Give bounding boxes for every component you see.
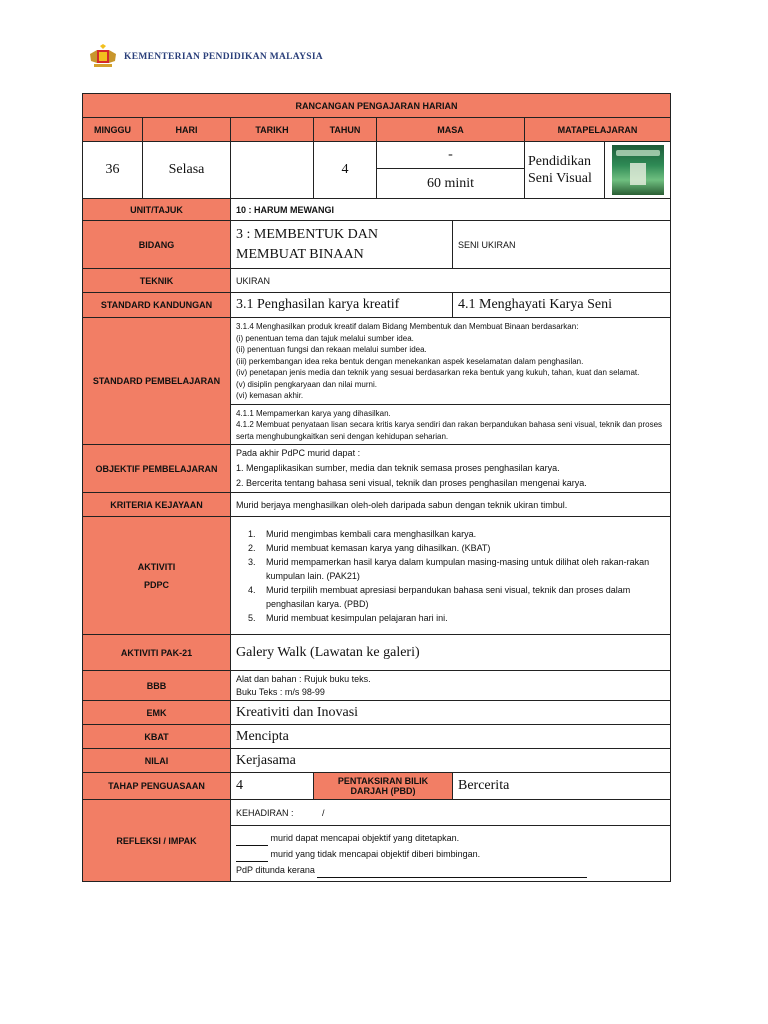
col-matapelajaran: MATAPELAJARAN: [525, 118, 671, 142]
label-sp: STANDARD PEMBELAJARAN: [83, 318, 231, 445]
col-tahun: TAHUN: [314, 118, 377, 142]
emk-value: Kreativiti dan Inovasi: [231, 701, 671, 725]
label-aktiviti: [83, 517, 231, 635]
col-hari: HARI: [143, 118, 231, 142]
sp2-line: 4.1.1 Mempamerkan karya yang dihasilkan.: [236, 408, 391, 418]
col-tarikh: TARIKH: [231, 118, 314, 142]
label-pak21: AKTIVITI PAK-21: [83, 635, 231, 671]
col-minggu: MINGGU: [83, 118, 143, 142]
kehadiran-slash: /: [322, 807, 325, 818]
bbb-line: Alat dan bahan : Rujuk buku teks.: [236, 673, 371, 684]
sp2-line: 4.1.2 Membuat penyataan lisan secara kritis karya sendiri dan rakan berpandukan bahasa seni visual, teknik dan proses serta menghubungkaitkan seni dengan kehidupan seharian.: [236, 420, 663, 441]
bbb-line: Buku Teks : m/s 98-99: [236, 686, 325, 697]
refleksi-text: PdP ditunda kerana: [236, 864, 315, 875]
value-tarikh: [231, 142, 314, 199]
label-sk: STANDARD KANDUNGAN: [83, 293, 231, 318]
objektif-line: Pada akhir PdPC murid dapat :: [236, 448, 361, 458]
label-emk: EMK: [83, 701, 231, 725]
label-pbd: PENTAKSIRAN BILIK DARJAH (PBD): [314, 773, 453, 800]
refleksi-text: murid yang tidak mencapai objektif diberi bimbingan.: [270, 848, 481, 859]
sp1-line: (vi) kemasan akhir.: [236, 391, 304, 400]
label-kbat: KBAT: [83, 725, 231, 749]
masa-time: -: [377, 142, 524, 169]
masa-duration: 60 minit: [426, 175, 475, 191]
label-objektif: OBJEKTIF PEMBELAJARAN: [83, 445, 231, 493]
sp-block-2: [231, 404, 671, 445]
sp1-line: (iii) perkembangan idea reka bentuk dengan menekankan aspek keselamatan dalam penghasilan.: [236, 356, 584, 366]
sp1-line: (ii) penentuan fungsi dan rekaan melalui sumber idea.: [236, 345, 427, 354]
label-teknik: TEKNIK: [83, 269, 231, 293]
label-bbb: BBB: [83, 671, 231, 701]
sk-b: 4.1 Menghayati Karya Seni: [453, 293, 671, 318]
blank-line: [317, 877, 587, 878]
sp1-line: (v) disiplin pengkaryaan dan nilai murni.: [236, 379, 377, 389]
ministry-name: KEMENTERIAN PENDIDIKAN MALAYSIA: [124, 52, 323, 62]
pak21-value: Galery Walk (Lawatan ke galeri): [231, 635, 671, 671]
label-bidang: BIDANG: [83, 221, 231, 269]
label-pdpc-text: PDPC: [143, 579, 169, 590]
tahap-value: 4: [231, 773, 314, 800]
objektif-line: 2. Bercerita tentang bahasa seni visual, teknik dan proses penghasilan mengenai karya.: [236, 478, 587, 488]
unit-value: 10 : HARUM MEWANGI: [231, 199, 671, 221]
bidang-main: 3 : MEMBENTUK DAN MEMBUAT BINAAN: [231, 221, 453, 269]
list-item: 4. Murid terpilih membuat apresiasi berpandukan bahasa seni visual, teknik dan proses dalam penghasilan karya. (PBD): [258, 583, 665, 611]
objektif-block: [231, 445, 671, 493]
lesson-plan-table: [82, 93, 671, 882]
list-item: 1. Murid mengimbas kembali cara menghasilkan karya.: [258, 527, 665, 541]
kehadiran-label: KEHADIRAN :: [236, 807, 294, 818]
value-masa: [377, 142, 525, 199]
label-nilai: NILAI: [83, 749, 231, 773]
bbb-block: [231, 671, 671, 701]
bidang-sub: SENI UKIRAN: [453, 221, 671, 269]
label-kriteria: KRITERIA KEJAYAAN: [83, 493, 231, 517]
aktiviti-list: [236, 527, 665, 625]
textbook-cover-image: [605, 142, 671, 199]
kbat-value: Mencipta: [231, 725, 671, 749]
refleksi-block: [231, 826, 671, 882]
value-minggu: 36: [83, 142, 143, 199]
sp1-line: 3.1.4 Menghasilkan produk kreatif dalam Bidang Membentuk dan Membuat Binaan berdasarkan:: [236, 322, 579, 331]
value-matapelajaran: Pendidikan Seni Visual: [525, 142, 605, 199]
value-hari: Selasa: [143, 142, 231, 199]
kehadiran-row: [231, 800, 671, 826]
refleksi-line-3: [236, 862, 665, 878]
refleksi-text: murid dapat mencapai objektif yang ditetapkan.: [270, 832, 460, 843]
list-item: 5. Murid membuat kesimpulan pelajaran hari ini.: [258, 611, 665, 625]
aktiviti-block: [231, 517, 671, 635]
refleksi-line-2: [236, 846, 665, 862]
label-tahap: TAHAP PENGUASAAN: [83, 773, 231, 800]
plan-title: RANCANGAN PENGAJARAN HARIAN: [83, 94, 671, 118]
pbd-value: Bercerita: [453, 773, 671, 800]
kriteria-value: Murid berjaya menghasilkan oleh-oleh daripada sabun dengan teknik ukiran timbul.: [231, 493, 671, 517]
label-refleksi: REFLEKSI / IMPAK: [83, 800, 231, 882]
nilai-value: Kerjasama: [231, 749, 671, 773]
list-item: 2. Murid membuat kemasan karya yang dihasilkan. (KBAT): [258, 541, 665, 555]
sp-block-1: [231, 318, 671, 405]
refleksi-line-1: [236, 830, 665, 846]
ministry-header: [88, 42, 323, 72]
label-aktiviti-text: AKTIVITI: [137, 561, 176, 572]
col-masa: MASA: [377, 118, 525, 142]
objektif-line: 1. Mengaplikasikan sumber, media dan teknik semasa proses penghasilan karya.: [236, 463, 560, 473]
crest-icon: [88, 44, 118, 70]
teknik-value: UKIRAN: [231, 269, 671, 293]
list-item: 3. Murid mempamerkan hasil karya dalam kumpulan masing-masing untuk dilihat oleh rakan-rakan kumpulan lain. (PAK21): [258, 555, 665, 583]
value-tahun: 4: [314, 142, 377, 199]
sk-a: 3.1 Penghasilan karya kreatif: [231, 293, 453, 318]
label-unit: UNIT/TAJUK: [83, 199, 231, 221]
sp1-line: (i) penentuan tema dan tajuk melalui sumber idea.: [236, 333, 414, 343]
sp1-line: (iv) penetapan jenis media dan teknik yang sesuai berdasarkan reka bentuk yang kukuh, tahan, kuat dan selamat.: [236, 368, 640, 377]
